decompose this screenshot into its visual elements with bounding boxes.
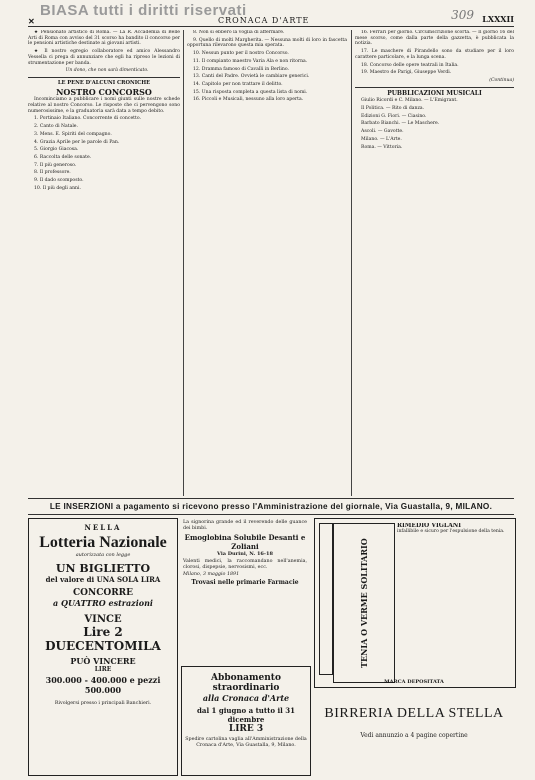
col1-para-3: Un dono, che non sarà dimenticato.	[65, 68, 149, 74]
tenia-title-vertical	[333, 523, 395, 683]
header-left-mark: ✕	[28, 16, 35, 26]
emoglobina-date: Milano, 3 maggio 1891	[183, 572, 240, 578]
col2-para-6: 13. Canti del Padre. Ovvietà le cambiare generici.	[193, 74, 310, 80]
pubb-item-2: Il Politica. — Rito di danza.	[361, 106, 425, 112]
emoglobina-body: Valenti medici, la raccomandano nell'anemia, clorosi, dispepsie, nervosismi, ecc.	[183, 559, 307, 570]
col1-para-2: ★ Il nostro egregio collaboratore ed amico Alessandro Vessella ci prega di annunziare che egli ha ripreso le lezioni di strumentazione per banda.	[28, 49, 180, 66]
col1-list-2: 2. Canto di Natale.	[34, 124, 78, 130]
lotteria-nella: NELLA	[84, 523, 122, 532]
col2-para-7: 14. Capitolo per non trattare il delitto.	[193, 81, 283, 87]
lotteria-valore: del valore di UNA SOLA LIRA	[45, 575, 161, 584]
abbonamento-subtitle: alla Cronaca d'Arte	[202, 693, 290, 703]
col1-list-3: 3. Mens. E. Spiriti del compagno.	[34, 131, 112, 137]
pubb-item-6: Milano. — L'Arte.	[361, 136, 402, 142]
lotteria-puo-vincere: PUÒ VINCERE	[70, 656, 136, 666]
ad-emoglobina	[181, 518, 309, 660]
col1-list-6: 6. Raccolta delle sonate.	[34, 154, 92, 160]
lotteria-lire-duecentomila: Lire 2 DUECENTOMILA	[45, 625, 161, 653]
lotteria-title: Lotteria Nazionale	[39, 534, 167, 551]
ad-tenia-verme-solitario	[314, 518, 516, 688]
ad-lotteria-nazionale	[28, 518, 178, 776]
inserzioni-banner: LE INSERZIONI a pagamento si ricevono presso l'Amministrazione del giornale, Via Guastalla, 9, MILANO.	[49, 502, 493, 511]
col2-para-2: 9. Quello di molti Margherita. — Nessuna molti di loro in fascetta opportuna rilevarono questa mia sperata.	[187, 37, 347, 49]
abbonamento-period: dal 1 giugno a tutto il 31 dicembre	[197, 706, 295, 724]
col3-para-1: 16. Ferrari per giorno. Circumscrizione scorta. — Il giorno 16 del mese scorso, come dalla parte della gazzetta, è pubblicata la notizia.	[355, 30, 514, 47]
col2-para-8: 15. Una risposta completa a questa lista di nomi.	[193, 89, 308, 95]
column-1	[28, 30, 180, 496]
col2-para-4: 11. Il compianto maestro Varia Ala e non ritorna.	[193, 58, 308, 64]
pubb-item-7: Roma. — Vittoria.	[361, 144, 403, 150]
col1-heading-big: NOSTRO CONCORSO	[56, 86, 152, 97]
emoglobina-title: Emoglobina Solubile Desanti e Zoliani	[184, 533, 306, 552]
abbonamento-price: LIRE 3	[228, 724, 264, 734]
rule-below-inserzioni	[28, 514, 514, 515]
pubb-item-5: Ascoli. — Gavotte.	[361, 129, 404, 135]
col1-list-5: 5. Giorgio Giacosa.	[34, 147, 79, 153]
col1-para-1: ★ Pensionato artistico di Roma. — La R. Accademia di Belle Arti di Roma con avviso del 31 scorso ha bandito il concorso per le pensioni artistiche destinate ai giovani artisti.	[28, 30, 180, 47]
col1-list-9: 9. Il dado scomposto.	[34, 178, 84, 184]
column-rule-1	[183, 30, 184, 496]
col2-para-1: 8. Non si ebbero la voglia di affermare.	[193, 30, 285, 35]
emoglobina-intro: La signorina grande ed il reverendo delle guance dei bimbi.	[183, 520, 307, 531]
tenia-side-column	[319, 523, 333, 675]
col1-intro: Incominciamo a pubblicare i nomi giunti sulle nostre schede relative al nostro Concorso. Le risposte che ci pervengono sono numerosissime, e la graduatoria sarà data a tempo debito.	[28, 97, 180, 114]
col1-list-4: 4. Grazia Aprile per le parole di Pan.	[34, 139, 120, 145]
pubb-item-3: Edizioni G. Fiori. — Ciasino.	[361, 113, 427, 119]
abbonamento-footer: Spedire cartolina vaglia all'Amministrazione della Cronaca d'Arte, Via Guastalla, 9, Milano.	[185, 737, 307, 748]
tenia-marca: MARCA DEPOSITATA	[384, 679, 444, 685]
col3-continua: (Continua)	[489, 77, 514, 83]
header-issue-number: LXXXII	[482, 14, 514, 24]
header-title: CRONACA D'ARTE	[218, 16, 310, 25]
pubblicazioni-heading: PUBBLICAZIONI MUSICALI	[387, 89, 482, 97]
divider	[355, 87, 514, 88]
column-2	[187, 30, 347, 496]
divider	[28, 77, 180, 78]
emoglobina-address: Via Durini, N. 16-18	[217, 551, 273, 558]
lotteria-footer: Rivolgersi presso i principali Banchieri.	[54, 701, 152, 706]
lotteria-concorre: CONCORRE	[72, 588, 134, 598]
tenia-name: TENIA O VERME SOLITARIO	[359, 538, 369, 668]
emoglobina-footer: Trovasi nelle primarie Farmacie	[191, 579, 299, 587]
col3-para-3: 18. Concorso delle opere teatrali in Italia.	[361, 62, 459, 68]
col1-list-7: 7. Il più generoso.	[34, 162, 77, 168]
col1-heading-small: LE PENE D'ALCUNI CRONICHE	[57, 79, 151, 86]
watermark: BIASA tutti i diritti riservati	[40, 2, 247, 19]
lotteria-numbers: 300.000 - 400.000 e pezzi 500.000	[45, 675, 161, 695]
ad-abbonamento	[181, 666, 311, 776]
birreria-title: BIRRERIA DELLA STELLA	[324, 706, 504, 721]
pubb-item-4: Barbato Bianchi. — Le Maschere.	[361, 121, 440, 127]
lotteria-a-quattro: a QUATTRO estrazioni	[53, 598, 153, 608]
col3-para-2: 17. Le maschere di Pirandello sono da studiare per il loro carattere particolare, e la lunga scena.	[355, 49, 514, 60]
lotteria-subtitle: autorizzata con legge	[75, 552, 131, 558]
col2-para-3: 10. Nessun punto per il nostro Concorso.	[193, 51, 289, 57]
column-3	[355, 30, 514, 496]
lotteria-vince: VINCE	[84, 614, 122, 625]
lotteria-lire: LIRE	[94, 666, 112, 673]
col2-para-9: 16. Piccoli e Musicali, nessuno alla loro aperta.	[193, 97, 304, 103]
abbonamento-title: Abbonamento straordinario	[211, 673, 281, 693]
column-rule-2	[351, 30, 352, 496]
col1-list-1: 1. Portinaio Italiano. Concorrente di concetto.	[34, 116, 142, 122]
ad-birreria-della-stella	[314, 692, 514, 774]
col1-list-10: 10. Il più degli anni.	[34, 185, 81, 191]
tenia-title: RIMEDIO VIGLANI	[397, 523, 462, 529]
rule-above-inserzioni	[28, 498, 514, 499]
col2-para-5: 12. Dramma famoso di Cavalli in Berlino.	[193, 66, 289, 72]
lotteria-un-biglietto: UN BIGLIETTO	[55, 562, 151, 575]
tenia-body	[397, 523, 509, 681]
tenia-text: infallibile e sicuro per l'espulsione della tenia.	[397, 528, 505, 534]
col1-list-8: 8. Il professore.	[34, 170, 71, 176]
col3-para-4: 19. Maestro de Parigi, Giuseppe Verdi.	[361, 70, 452, 76]
birreria-footer: Vedi annunzio a 4 pagine copertine	[360, 732, 468, 739]
pubb-item-1: Giulio Ricordi e C. Milano. — L'Emigrant.	[361, 98, 458, 104]
handwritten-page-number: 309	[451, 8, 474, 22]
